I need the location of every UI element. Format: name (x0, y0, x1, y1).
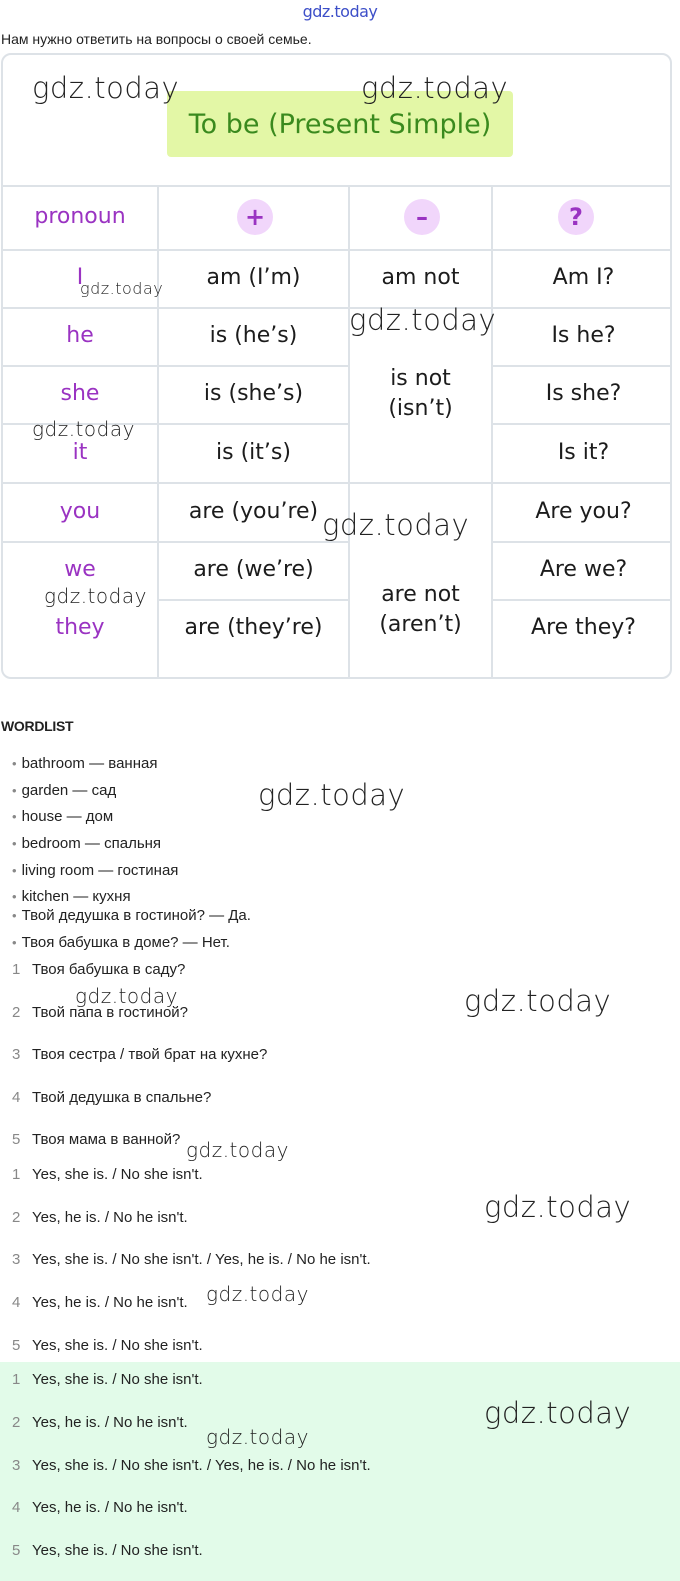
answer-item: 5 Yes, she is. / No she isn't. (12, 1337, 203, 1354)
answer-highlight-item: 2 Yes, he is. / No he isn't. (12, 1414, 188, 1431)
affirmative-they: are (they’re) (184, 615, 323, 641)
watermark: gdz.today (258, 778, 406, 812)
question-i: Am I? (552, 265, 615, 291)
answer-item: 2 Yes, he is. / No he isn't. (12, 1209, 188, 1226)
question-it: Is it? (557, 439, 610, 465)
pronoun-we: we (64, 557, 96, 583)
answer-item: 3 Yes, she is. / No she isn't. / Yes, he is. / No he isn't. (12, 1251, 371, 1268)
site-title[interactable]: gdz.today (302, 2, 378, 21)
watermark: gdz.today (322, 508, 470, 542)
question-item: 3 Твоя сестра / твой брат на кухне? (12, 1046, 268, 1063)
affirmative-he: is (he’s) (209, 323, 298, 349)
watermark: gdz.today (464, 984, 612, 1018)
answer-highlight-item: 5 Yes, she is. / No she isn't. (12, 1542, 203, 1559)
watermark: gdz.today (484, 1190, 632, 1224)
negative-is-line1: is not (390, 366, 451, 392)
question-he: Is he? (551, 323, 616, 349)
question-we: Are we? (539, 557, 628, 583)
answer-highlight-item: 4 Yes, he is. / No he isn't. (12, 1499, 188, 1516)
affirmative-you: are (you’re) (188, 498, 319, 524)
pronoun-she: she (60, 381, 100, 407)
question-you: Are you? (535, 498, 632, 524)
watermark: gdz.today (349, 303, 497, 337)
watermark: gdz.today (186, 1138, 289, 1162)
wordlist-item: • Твой дедушка в гостиной? — Да. (12, 907, 251, 924)
wordlist-title: WORDLIST (1, 718, 74, 734)
pronoun-i: I (76, 265, 84, 291)
affirmative-we: are (we’re) (193, 557, 314, 583)
watermark: gdz.today (484, 1396, 632, 1430)
wordlist-item: • bedroom — спальня (12, 835, 161, 852)
wordlist-item: • living room — гостиная (12, 862, 178, 879)
answer-highlight-item: 1 Yes, she is. / No she isn't. (12, 1371, 203, 1388)
question-they: Are they? (531, 615, 636, 641)
watermark: gdz.today (75, 984, 178, 1008)
watermark: gdz.today (206, 1282, 309, 1306)
negative-am: am not (381, 265, 460, 291)
intro-text: Нам нужно ответить на вопросы о своей семье. (1, 31, 312, 47)
wordlist-item: • Твоя бабушка в доме? — Нет. (12, 934, 230, 951)
pronoun-they: they (55, 615, 105, 641)
question-item: 4 Твой дедушка в спальне? (12, 1089, 212, 1106)
watermark: gdz.today (206, 1425, 309, 1449)
wordlist-item: • house — дом (12, 808, 113, 825)
wordlist-item: • bathroom — ванная (12, 755, 157, 772)
negative-are-line1: are not (381, 582, 460, 608)
negative-are-line2: (aren’t) (379, 612, 462, 637)
affirmative-it: is (it’s) (216, 439, 291, 465)
question-she: Is she? (545, 381, 622, 407)
watermark: gdz.today (361, 71, 509, 105)
plus-icon: + (237, 199, 273, 235)
question-icon: ? (558, 199, 594, 235)
wordlist-item: • kitchen — кухня (12, 888, 131, 905)
grammar-table-card (1, 53, 672, 679)
table-title: To be (Present Simple) (167, 91, 513, 157)
header-pronoun: pronoun (34, 204, 126, 230)
question-item: 1 Твоя бабушка в саду? (12, 961, 186, 978)
watermark: gdz.today (32, 71, 180, 105)
watermark: gdz.today (44, 584, 147, 608)
pronoun-he: he (66, 323, 94, 349)
pronoun-you: you (59, 498, 101, 524)
negative-is-line2: (isn’t) (388, 396, 453, 421)
affirmative-i: am (I’m) (206, 265, 301, 291)
answer-highlight-item: 3 Yes, she is. / No she isn't. / Yes, he is. / No he isn't. (12, 1457, 371, 1474)
pronoun-it: it (72, 439, 88, 465)
wordlist-item: • garden — сад (12, 782, 116, 799)
minus-icon: – (404, 199, 440, 235)
question-item: 2 Твой папа в гостиной? (12, 1004, 189, 1021)
watermark: gdz.today (32, 417, 135, 441)
negative-are (350, 561, 491, 659)
affirmative-she: is (she’s) (203, 381, 304, 407)
watermark: gdz.today (80, 279, 164, 298)
answer-item: 4 Yes, he is. / No he isn't. (12, 1294, 188, 1311)
negative-is (350, 345, 491, 443)
question-item: 5 Твоя мама в ванной? (12, 1131, 181, 1148)
grammar-table (3, 185, 672, 679)
answer-item: 1 Yes, she is. / No she isn't. (12, 1166, 203, 1183)
